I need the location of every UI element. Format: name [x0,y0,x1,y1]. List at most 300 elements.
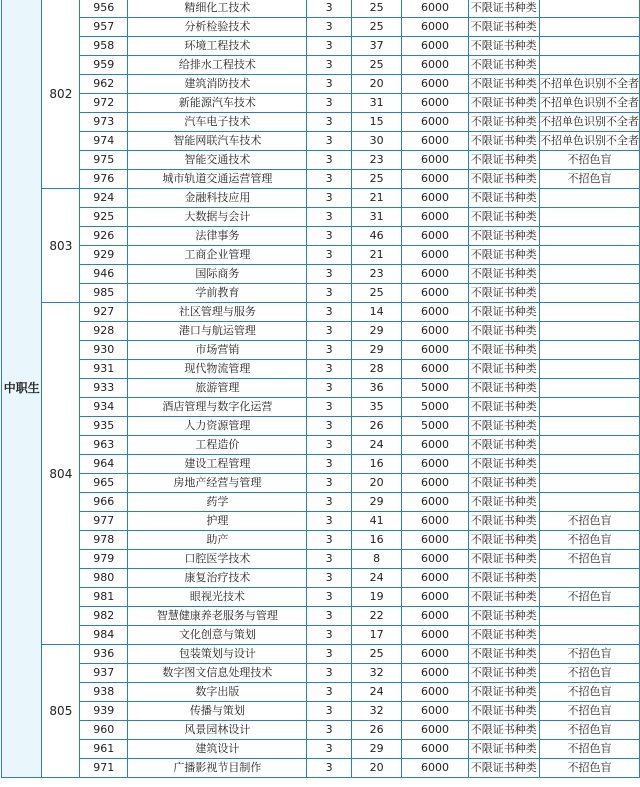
group-code-cell: 802 [42,0,80,189]
table-body [2,0,640,778]
certificate-cell: 不限证书种类 [468,455,539,474]
duration-cell: 3 [307,208,351,227]
plan-count-cell: 20 [351,759,402,778]
major-code-cell: 973 [80,113,128,132]
major-code-cell: 926 [80,227,128,246]
remark-cell [539,455,639,474]
certificate-cell: 不限证书种类 [468,170,539,189]
remark-cell: 不招色盲 [539,740,639,759]
table-row [2,664,640,683]
tuition-cell: 6000 [402,721,468,740]
major-name-cell: 工程造价 [128,436,307,455]
table-row [2,702,640,721]
major-name-cell: 大数据与会计 [128,208,307,227]
remark-cell [539,607,639,626]
certificate-cell: 不限证书种类 [468,151,539,170]
major-code-cell: 980 [80,569,128,588]
major-code-cell: 957 [80,18,128,37]
duration-cell: 3 [307,189,351,208]
remark-cell: 不招色盲 [539,683,639,702]
remark-cell [539,265,639,284]
duration-cell: 3 [307,626,351,645]
table-row [2,455,640,474]
table-row [2,626,640,645]
major-code-cell: 934 [80,398,128,417]
major-name-cell: 数字出版 [128,683,307,702]
plan-count-cell: 25 [351,284,402,303]
tuition-cell: 6000 [402,227,468,246]
certificate-cell: 不限证书种类 [468,265,539,284]
plan-count-cell: 31 [351,208,402,227]
duration-cell: 3 [307,512,351,531]
remark-cell: 不招单色识别不全者 [539,94,639,113]
remark-cell: 不招单色识别不全者 [539,113,639,132]
certificate-cell: 不限证书种类 [468,322,539,341]
certificate-cell: 不限证书种类 [468,493,539,512]
duration-cell: 3 [307,18,351,37]
major-name-cell: 广播影视节目制作 [128,759,307,778]
plan-count-cell: 32 [351,702,402,721]
remark-cell: 不招色盲 [539,721,639,740]
table-row [2,740,640,759]
major-name-cell: 智慧健康养老服务与管理 [128,607,307,626]
certificate-cell: 不限证书种类 [468,0,539,18]
table-row [2,417,640,436]
major-name-cell: 智能网联汽车技术 [128,132,307,151]
major-code-cell: 971 [80,759,128,778]
major-name-cell: 金融科技应用 [128,189,307,208]
certificate-cell: 不限证书种类 [468,645,539,664]
major-code-cell: 935 [80,417,128,436]
table-row [2,360,640,379]
major-name-cell: 数字图文信息处理技术 [128,664,307,683]
plan-count-cell: 29 [351,493,402,512]
duration-cell: 3 [307,170,351,189]
remark-cell [539,56,639,75]
major-name-cell: 康复治疗技术 [128,569,307,588]
certificate-cell: 不限证书种类 [468,18,539,37]
duration-cell: 3 [307,132,351,151]
certificate-cell: 不限证书种类 [468,569,539,588]
certificate-cell: 不限证书种类 [468,626,539,645]
tuition-cell: 6000 [402,18,468,37]
plan-count-cell: 23 [351,265,402,284]
certificate-cell: 不限证书种类 [468,132,539,151]
duration-cell: 3 [307,151,351,170]
remark-cell: 不招色盲 [539,645,639,664]
plan-count-cell: 8 [351,550,402,569]
duration-cell: 3 [307,664,351,683]
remark-cell: 不招色盲 [539,664,639,683]
major-code-cell: 977 [80,512,128,531]
tuition-cell: 6000 [402,0,468,18]
table-row [2,113,640,132]
tuition-cell: 6000 [402,493,468,512]
duration-cell: 3 [307,588,351,607]
tuition-cell: 6000 [402,645,468,664]
plan-count-cell: 23 [351,151,402,170]
major-name-cell: 眼视光技术 [128,588,307,607]
plan-count-cell: 30 [351,132,402,151]
major-name-cell: 市场营销 [128,341,307,360]
remark-cell [539,37,639,56]
certificate-cell: 不限证书种类 [468,37,539,56]
major-code-cell: 924 [80,189,128,208]
remark-cell [539,341,639,360]
certificate-cell: 不限证书种类 [468,113,539,132]
certificate-cell: 不限证书种类 [468,227,539,246]
duration-cell: 3 [307,474,351,493]
tuition-cell: 6000 [402,683,468,702]
major-code-cell: 974 [80,132,128,151]
table-row [2,645,640,664]
major-code-cell: 978 [80,531,128,550]
major-code-cell: 962 [80,75,128,94]
table-row [2,759,640,778]
plan-count-cell: 37 [351,37,402,56]
tuition-cell: 6000 [402,512,468,531]
duration-cell: 3 [307,322,351,341]
tuition-cell: 6000 [402,151,468,170]
major-code-cell: 966 [80,493,128,512]
plan-count-cell: 20 [351,75,402,94]
plan-count-cell: 31 [351,94,402,113]
major-name-cell: 智能交通技术 [128,151,307,170]
table-row [2,208,640,227]
tuition-cell: 6000 [402,531,468,550]
certificate-cell: 不限证书种类 [468,56,539,75]
certificate-cell: 不限证书种类 [468,417,539,436]
major-name-cell: 法律事务 [128,227,307,246]
major-name-cell: 房地产经营与管理 [128,474,307,493]
duration-cell: 3 [307,569,351,588]
major-code-cell: 929 [80,246,128,265]
major-code-cell: 931 [80,360,128,379]
tuition-cell: 6000 [402,284,468,303]
table-row [2,284,640,303]
tuition-cell: 6000 [402,265,468,284]
major-name-cell: 传播与策划 [128,702,307,721]
plan-count-cell: 46 [351,227,402,246]
remark-cell: 不招色盲 [539,512,639,531]
plan-count-cell: 28 [351,360,402,379]
duration-cell: 3 [307,265,351,284]
plan-count-cell: 25 [351,0,402,18]
remark-cell: 不招单色识别不全者 [539,132,639,151]
major-name-cell: 人力资源管理 [128,417,307,436]
remark-cell [539,246,639,265]
plan-count-cell: 16 [351,455,402,474]
tuition-cell: 6000 [402,56,468,75]
certificate-cell: 不限证书种类 [468,531,539,550]
duration-cell: 3 [307,607,351,626]
remark-cell [539,626,639,645]
table-row [2,588,640,607]
tuition-cell: 6000 [402,189,468,208]
duration-cell: 3 [307,0,351,18]
remark-cell: 不招色盲 [539,170,639,189]
table-row [2,246,640,265]
duration-cell: 3 [307,303,351,322]
major-name-cell: 包装策划与设计 [128,645,307,664]
table-row [2,265,640,284]
remark-cell: 不招色盲 [539,702,639,721]
table-row [2,75,640,94]
remark-cell [539,18,639,37]
duration-cell: 3 [307,113,351,132]
tuition-cell: 6000 [402,607,468,626]
remark-cell [539,360,639,379]
certificate-cell: 不限证书种类 [468,284,539,303]
tuition-cell: 6000 [402,550,468,569]
table-row [2,493,640,512]
duration-cell: 3 [307,740,351,759]
remark-cell: 不招单色识别不全者 [539,75,639,94]
remark-cell [539,474,639,493]
tuition-cell: 6000 [402,360,468,379]
tuition-cell: 6000 [402,246,468,265]
table-row [2,550,640,569]
major-code-cell: 976 [80,170,128,189]
table-row [2,151,640,170]
major-name-cell: 新能源汽车技术 [128,94,307,113]
certificate-cell: 不限证书种类 [468,341,539,360]
major-name-cell: 社区管理与服务 [128,303,307,322]
remark-cell [539,322,639,341]
major-name-cell: 建设工程管理 [128,455,307,474]
remark-cell [539,189,639,208]
major-code-cell: 956 [80,0,128,18]
tuition-cell: 6000 [402,94,468,113]
duration-cell: 3 [307,493,351,512]
plan-count-cell: 17 [351,626,402,645]
certificate-cell: 不限证书种类 [468,303,539,322]
major-code-cell: 975 [80,151,128,170]
remark-cell [539,436,639,455]
major-name-cell: 旅游管理 [128,379,307,398]
duration-cell: 3 [307,436,351,455]
major-code-cell: 939 [80,702,128,721]
group-code-cell: 805 [42,645,80,778]
major-code-cell: 961 [80,740,128,759]
tuition-cell: 6000 [402,303,468,322]
tuition-cell: 6000 [402,588,468,607]
duration-cell: 3 [307,56,351,75]
certificate-cell: 不限证书种类 [468,379,539,398]
table-row [2,683,640,702]
table-row [2,341,640,360]
major-code-cell: 972 [80,94,128,113]
plan-count-cell: 29 [351,341,402,360]
major-name-cell: 风景园林设计 [128,721,307,740]
tuition-cell: 5000 [402,417,468,436]
remark-cell: 不招色盲 [539,151,639,170]
plan-count-cell: 24 [351,436,402,455]
duration-cell: 3 [307,94,351,113]
remark-cell [539,0,639,18]
duration-cell: 3 [307,550,351,569]
plan-count-cell: 15 [351,113,402,132]
major-name-cell: 助产 [128,531,307,550]
major-name-cell: 工商企业管理 [128,246,307,265]
certificate-cell: 不限证书种类 [468,702,539,721]
tuition-cell: 6000 [402,436,468,455]
plan-count-cell: 29 [351,322,402,341]
tuition-cell: 6000 [402,113,468,132]
certificate-cell: 不限证书种类 [468,683,539,702]
major-name-cell: 学前教育 [128,284,307,303]
certificate-cell: 不限证书种类 [468,398,539,417]
major-name-cell: 建筑消防技术 [128,75,307,94]
major-code-cell: 964 [80,455,128,474]
table-row [2,189,640,208]
major-code-cell: 985 [80,284,128,303]
tuition-cell: 6000 [402,626,468,645]
table-row [2,379,640,398]
tuition-cell: 6000 [402,569,468,588]
remark-cell: 不招色盲 [539,550,639,569]
remark-cell [539,208,639,227]
plan-count-cell: 19 [351,588,402,607]
duration-cell: 3 [307,702,351,721]
tuition-cell: 6000 [402,322,468,341]
group-code-cell: 803 [42,189,80,303]
major-code-cell: 965 [80,474,128,493]
tuition-cell: 6000 [402,455,468,474]
certificate-cell: 不限证书种类 [468,246,539,265]
major-code-cell: 930 [80,341,128,360]
certificate-cell: 不限证书种类 [468,759,539,778]
certificate-cell: 不限证书种类 [468,721,539,740]
major-code-cell: 958 [80,37,128,56]
table-row [2,322,640,341]
duration-cell: 3 [307,398,351,417]
tuition-cell: 6000 [402,75,468,94]
major-code-cell: 984 [80,626,128,645]
certificate-cell: 不限证书种类 [468,512,539,531]
plan-count-cell: 36 [351,379,402,398]
major-code-cell: 938 [80,683,128,702]
major-name-cell: 国际商务 [128,265,307,284]
table-row [2,18,640,37]
table-row [2,436,640,455]
tuition-cell: 6000 [402,702,468,721]
certificate-cell: 不限证书种类 [468,740,539,759]
remark-cell: 不招色盲 [539,759,639,778]
duration-cell: 3 [307,75,351,94]
plan-count-cell: 21 [351,246,402,265]
major-code-cell: 981 [80,588,128,607]
table-row [2,227,640,246]
table-row [2,94,640,113]
major-name-cell: 环境工程技术 [128,37,307,56]
plan-count-cell: 26 [351,721,402,740]
major-code-cell: 959 [80,56,128,75]
plan-count-cell: 35 [351,398,402,417]
duration-cell: 3 [307,531,351,550]
plan-count-cell: 25 [351,56,402,75]
duration-cell: 3 [307,721,351,740]
tuition-cell: 6000 [402,37,468,56]
plan-count-cell: 24 [351,683,402,702]
remark-cell [539,569,639,588]
remark-cell [539,493,639,512]
remark-cell [539,303,639,322]
plan-count-cell: 29 [351,740,402,759]
major-name-cell: 酒店管理与数字化运营 [128,398,307,417]
tuition-cell: 6000 [402,664,468,683]
plan-count-cell: 16 [351,531,402,550]
tuition-cell: 6000 [402,474,468,493]
major-code-cell: 979 [80,550,128,569]
tuition-cell: 5000 [402,379,468,398]
table-row [2,56,640,75]
table-row [2,607,640,626]
remark-cell [539,417,639,436]
major-name-cell: 建筑设计 [128,740,307,759]
table-row [2,569,640,588]
tuition-cell: 6000 [402,132,468,151]
plan-count-cell: 26 [351,417,402,436]
duration-cell: 3 [307,645,351,664]
tuition-cell: 6000 [402,341,468,360]
major-name-cell: 精细化工技术 [128,0,307,18]
major-code-cell: 928 [80,322,128,341]
duration-cell: 3 [307,379,351,398]
tuition-cell: 6000 [402,759,468,778]
remark-cell [539,227,639,246]
duration-cell: 3 [307,284,351,303]
duration-cell: 3 [307,455,351,474]
major-code-cell: 937 [80,664,128,683]
duration-cell: 3 [307,759,351,778]
duration-cell: 3 [307,417,351,436]
duration-cell: 3 [307,227,351,246]
major-name-cell: 汽车电子技术 [128,113,307,132]
major-name-cell: 现代物流管理 [128,360,307,379]
duration-cell: 3 [307,360,351,379]
table-row [2,474,640,493]
certificate-cell: 不限证书种类 [468,75,539,94]
remark-cell: 不招色盲 [539,531,639,550]
major-code-cell: 963 [80,436,128,455]
table-row [2,170,640,189]
major-code-cell: 982 [80,607,128,626]
certificate-cell: 不限证书种类 [468,550,539,569]
major-code-cell: 933 [80,379,128,398]
major-name-cell: 城市轨道交通运营管理 [128,170,307,189]
major-name-cell: 港口与航运管理 [128,322,307,341]
table-row [2,303,640,322]
tuition-cell: 5000 [402,398,468,417]
plan-count-cell: 32 [351,664,402,683]
remark-cell [539,379,639,398]
tuition-cell: 6000 [402,170,468,189]
plan-count-cell: 25 [351,645,402,664]
certificate-cell: 不限证书种类 [468,474,539,493]
table-row [2,132,640,151]
remark-cell: 不招色盲 [539,588,639,607]
duration-cell: 3 [307,341,351,360]
major-name-cell: 分析检验技术 [128,18,307,37]
admission-plan-table [1,0,640,778]
plan-count-cell: 41 [351,512,402,531]
remark-cell [539,284,639,303]
duration-cell: 3 [307,37,351,56]
table-row [2,0,640,18]
table-row [2,398,640,417]
major-name-cell: 药学 [128,493,307,512]
